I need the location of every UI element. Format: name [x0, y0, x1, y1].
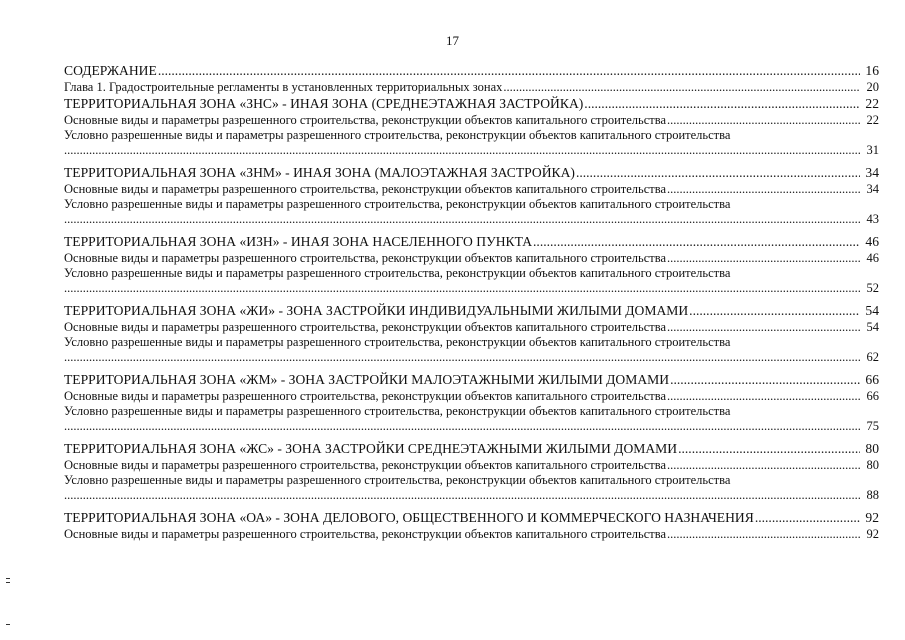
- margin-mark: [6, 578, 10, 579]
- leader-dots: [667, 527, 860, 542]
- zone-title: ТЕРРИТОРИАЛЬНАЯ ЗОНА «ЖС» - ЗОНА ЗАСТРОЙКИ СРЕДНЕЭТАЖНЫМИ ЖИЛЫМИ ДОМАМИ: [64, 441, 678, 456]
- zone-cond-label: Условно разрешенные виды и параметры разрешенного строительства, реконструкции объектов капитального строительства: [64, 404, 731, 418]
- leader-dots: [64, 212, 860, 227]
- margin-mark: [6, 582, 10, 583]
- zone-cond-page-row: [64, 350, 879, 365]
- zone-main-label: Основные виды и параметры разрешенного строительства, реконструкции объектов капитального строительства: [64, 182, 667, 196]
- leader-dots: [64, 143, 860, 158]
- zone-cond-label: Условно разрешенные виды и параметры разрешенного строительства, реконструкции объектов капитального строительства: [64, 473, 731, 487]
- zone-main-label: Основные виды и параметры разрешенного строительства, реконструкции объектов капитального строительства: [64, 389, 667, 403]
- zone-cond-label: Условно разрешенные виды и параметры разрешенного строительства, реконструкции объектов капитального строительства: [64, 128, 731, 142]
- zone-title-row: [64, 164, 879, 182]
- zone-cond-page-row: [64, 281, 879, 296]
- zone-cond-row: [64, 335, 879, 350]
- page-ref: 22: [865, 96, 879, 111]
- leader-dots: [64, 419, 860, 434]
- page-ref: 43: [866, 212, 879, 226]
- page-ref: 34: [866, 182, 879, 196]
- zone-cond-row: [64, 128, 879, 143]
- leader-dots: [670, 371, 860, 389]
- leader-dots: [667, 320, 860, 335]
- zone-main-row: [64, 320, 879, 335]
- page-ref: 66: [865, 372, 879, 387]
- zone-main-label: Основные виды и параметры разрешенного строительства, реконструкции объектов капитального строительства: [64, 251, 667, 265]
- margin-mark: [6, 624, 10, 625]
- leader-dots: [667, 458, 860, 473]
- zone-title-row: [64, 440, 879, 458]
- zone-main-row: [64, 389, 879, 404]
- zone-title: ТЕРРИТОРИАЛЬНАЯ ЗОНА «ОА» - ЗОНА ДЕЛОВОГО, ОБЩЕСТВЕННОГО И КОММЕРЧЕСКОГО НАЗНАЧЕНИЯ: [64, 510, 754, 525]
- zone-title-row: [64, 371, 879, 389]
- zone-cond-label: Условно разрешенные виды и параметры разрешенного строительства, реконструкции объектов капитального строительства: [64, 335, 731, 349]
- zone-title-row: [64, 302, 879, 320]
- leader-dots: [158, 62, 860, 80]
- toc-heading: СОДЕРЖАНИЕ: [64, 63, 157, 78]
- zone-cond-label: Условно разрешенные виды и параметры разрешенного строительства, реконструкции объектов капитального строительства: [64, 266, 731, 280]
- zone-main-label: Основные виды и параметры разрешенного строительства, реконструкции объектов капитального строительства: [64, 527, 667, 541]
- page-ref: 75: [866, 419, 879, 433]
- zone-cond-page-row: [64, 488, 879, 503]
- page-ref: 92: [865, 510, 879, 525]
- zone-title: ТЕРРИТОРИАЛЬНАЯ ЗОНА «ЗНМ» - ИНАЯ ЗОНА (МАЛОЭТАЖНАЯ ЗАСТРОЙКА): [64, 165, 575, 180]
- zone-main-row: [64, 458, 879, 473]
- page-ref: 54: [866, 320, 879, 334]
- zone-title-row: [64, 95, 879, 113]
- page-ref: 80: [865, 441, 879, 456]
- zone-title-row: [64, 509, 879, 527]
- leader-dots: [689, 302, 860, 320]
- zone-main-label: Основные виды и параметры разрешенного строительства, реконструкции объектов капитального строительства: [64, 320, 667, 334]
- zone-main-row: [64, 182, 879, 197]
- zone-title: ТЕРРИТОРИАЛЬНАЯ ЗОНА «ЖМ» - ЗОНА ЗАСТРОЙКИ МАЛОЭТАЖНЫМИ ЖИЛЫМИ ДОМАМИ: [64, 372, 670, 387]
- page-ref: 31: [866, 143, 879, 157]
- toc-chapter-row: [64, 80, 879, 95]
- page-ref: 22: [866, 113, 879, 127]
- zone-title-row: [64, 233, 879, 251]
- table-of-contents: [64, 62, 879, 542]
- toc-heading-row: [64, 62, 879, 80]
- leader-dots: [503, 80, 860, 95]
- page-ref: 66: [866, 389, 879, 403]
- leader-dots: [584, 95, 860, 113]
- page-ref: 34: [865, 165, 879, 180]
- zone-cond-page-row: [64, 419, 879, 434]
- zone-main-row: [64, 113, 879, 128]
- leader-dots: [64, 281, 860, 296]
- page-ref: 80: [866, 458, 879, 472]
- zone-main-label: Основные виды и параметры разрешенного строительства, реконструкции объектов капитального строительства: [64, 458, 667, 472]
- page-ref: 62: [866, 350, 879, 364]
- zone-title: ТЕРРИТОРИАЛЬНАЯ ЗОНА «ЖИ» - ЗОНА ЗАСТРОЙКИ ИНДИВИДУАЛЬНЫМИ ЖИЛЫМИ ДОМАМИ: [64, 303, 689, 318]
- page-ref: 16: [865, 63, 879, 78]
- page-number: 17: [446, 33, 459, 48]
- zone-cond-page-row: [64, 212, 879, 227]
- leader-dots: [755, 509, 860, 527]
- leader-dots: [64, 488, 860, 503]
- chapter-title: Глава 1. Градостроительные регламенты в установленных территориальных зонах: [64, 80, 503, 94]
- page-ref: 54: [865, 303, 879, 318]
- zone-main-row: [64, 251, 879, 266]
- page-ref: 88: [866, 488, 879, 502]
- zone-cond-row: [64, 197, 879, 212]
- zone-main-row: [64, 527, 879, 542]
- page-ref: 46: [866, 251, 879, 265]
- leader-dots: [533, 233, 860, 251]
- leader-dots: [667, 251, 860, 266]
- page-ref: 46: [865, 234, 879, 249]
- leader-dots: [678, 440, 860, 458]
- zone-title: ТЕРРИТОРИАЛЬНАЯ ЗОНА «ЗНС» - ИНАЯ ЗОНА (СРЕДНЕЭТАЖНАЯ ЗАСТРОЙКА): [64, 96, 584, 111]
- page-ref: 20: [866, 80, 879, 94]
- leader-dots: [576, 164, 860, 182]
- leader-dots: [667, 389, 860, 404]
- zone-cond-label: Условно разрешенные виды и параметры разрешенного строительства, реконструкции объектов капитального строительства: [64, 197, 731, 211]
- zone-main-label: Основные виды и параметры разрешенного строительства, реконструкции объектов капитального строительства: [64, 113, 667, 127]
- zone-title: ТЕРРИТОРИАЛЬНАЯ ЗОНА «ИЗН» - ИНАЯ ЗОНА НАСЕЛЕННОГО ПУНКТА: [64, 234, 533, 249]
- page-ref: 52: [866, 281, 879, 295]
- zone-cond-row: [64, 404, 879, 419]
- leader-dots: [667, 113, 860, 128]
- leader-dots: [64, 350, 860, 365]
- zone-cond-page-row: [64, 143, 879, 158]
- leader-dots: [667, 182, 860, 197]
- zone-cond-row: [64, 266, 879, 281]
- page-ref: 92: [866, 527, 879, 541]
- zone-cond-row: [64, 473, 879, 488]
